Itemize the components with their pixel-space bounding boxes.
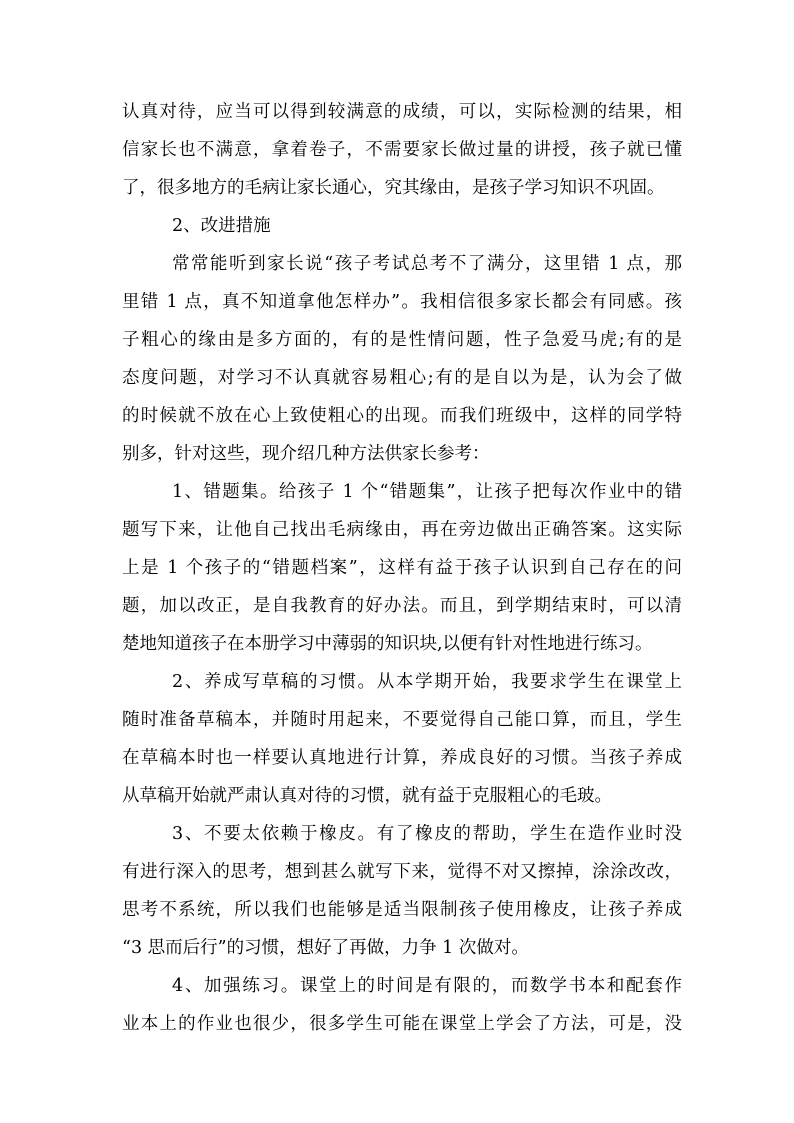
paragraph-line: 有进行深入的思考，想到甚么就写下来，觉得不对又擦掉，涂涂改改， — [122, 862, 682, 882]
paragraph-line: 子粗心的缘由是多方面的，有的是性情问题，性子急爱马虎;有的是 — [122, 330, 682, 350]
paragraph-line: 2、养成写草稿的习惯。从本学期开始，我要求学生在课堂上 — [172, 672, 682, 692]
paragraph-line: 业本上的作业也很少，很多学生可能在课堂上学会了方法，可是，没 — [122, 1014, 682, 1034]
paragraph-line: 1、错题集。给孩子 1 个“错题集”，让孩子把每次作业中的错 — [172, 482, 682, 502]
paragraph-line: “3 思而后行”的习惯，想好了再做，力争 1 次做对。 — [122, 938, 529, 958]
paragraph-line: 在草稿本时也一样要认真地进行计算，养成良好的习惯。当孩子养成 — [122, 748, 682, 768]
paragraph-line: 信家长也不满意，拿着卷子，不需要家长做过量的讲授，孩子就已懂 — [122, 140, 682, 160]
paragraph-line: 态度问题，对学习不认真就容易粗心;有的是自以为是，认为会了做 — [122, 368, 682, 388]
paragraph-line: 里错 1 点，真不知道拿他怎样办”。我相信很多家长都会有同感。孩 — [122, 292, 682, 312]
paragraph-line: 上是 1 个孩子的“错题档案”，这样有益于孩子认识到自己存在的问 — [122, 558, 682, 578]
paragraph-line: 4、加强练习。课堂上的时间是有限的，而数学书本和配套作 — [172, 976, 682, 996]
paragraph-line: 思考不系统，所以我们也能够是适当限制孩子使用橡皮，让孩子养成 — [122, 900, 682, 920]
paragraph-line: 了，很多地方的毛病让家长通心，究其缘由，是孩子学习知识不巩固。 — [122, 178, 665, 198]
paragraph-line: 别多，针对这些，现介绍几种方法供家长参考： — [122, 444, 490, 464]
paragraph-line: 常常能听到家长说“孩子考试总考不了满分，这里错 1 点，那 — [172, 254, 682, 274]
paragraph-line: 3、不要太依赖于橡皮。有了橡皮的帮助，学生在造作业时没 — [172, 824, 682, 844]
paragraph-line: 从草稿开始就严肃认真对待的习惯，就有益于克服粗心的毛玻。 — [122, 786, 612, 806]
paragraph-line: 题，加以改正，是自我教育的好办法。而且，到学期结束时，可以清 — [122, 596, 682, 616]
paragraph-line: 题写下来，让他自己找出毛病缘由，再在旁边做出正确答案。这实际 — [122, 520, 682, 540]
paragraph-line: 认真对待，应当可以得到较满意的成绩，可以，实际检测的结果，相 — [122, 102, 682, 122]
paragraph-line: 随时准备草稿本，并随时用起来，不要觉得自己能口算，而且，学生 — [122, 710, 682, 730]
paragraph-line: 的时候就不放在心上致使粗心的出现。而我们班级中，这样的同学特 — [122, 406, 682, 426]
paragraph-line: 楚地知道孩子在本册学习中薄弱的知识块,以便有针对性地进行练习。 — [122, 634, 653, 654]
section-heading: 2、改进措施 — [172, 216, 271, 236]
